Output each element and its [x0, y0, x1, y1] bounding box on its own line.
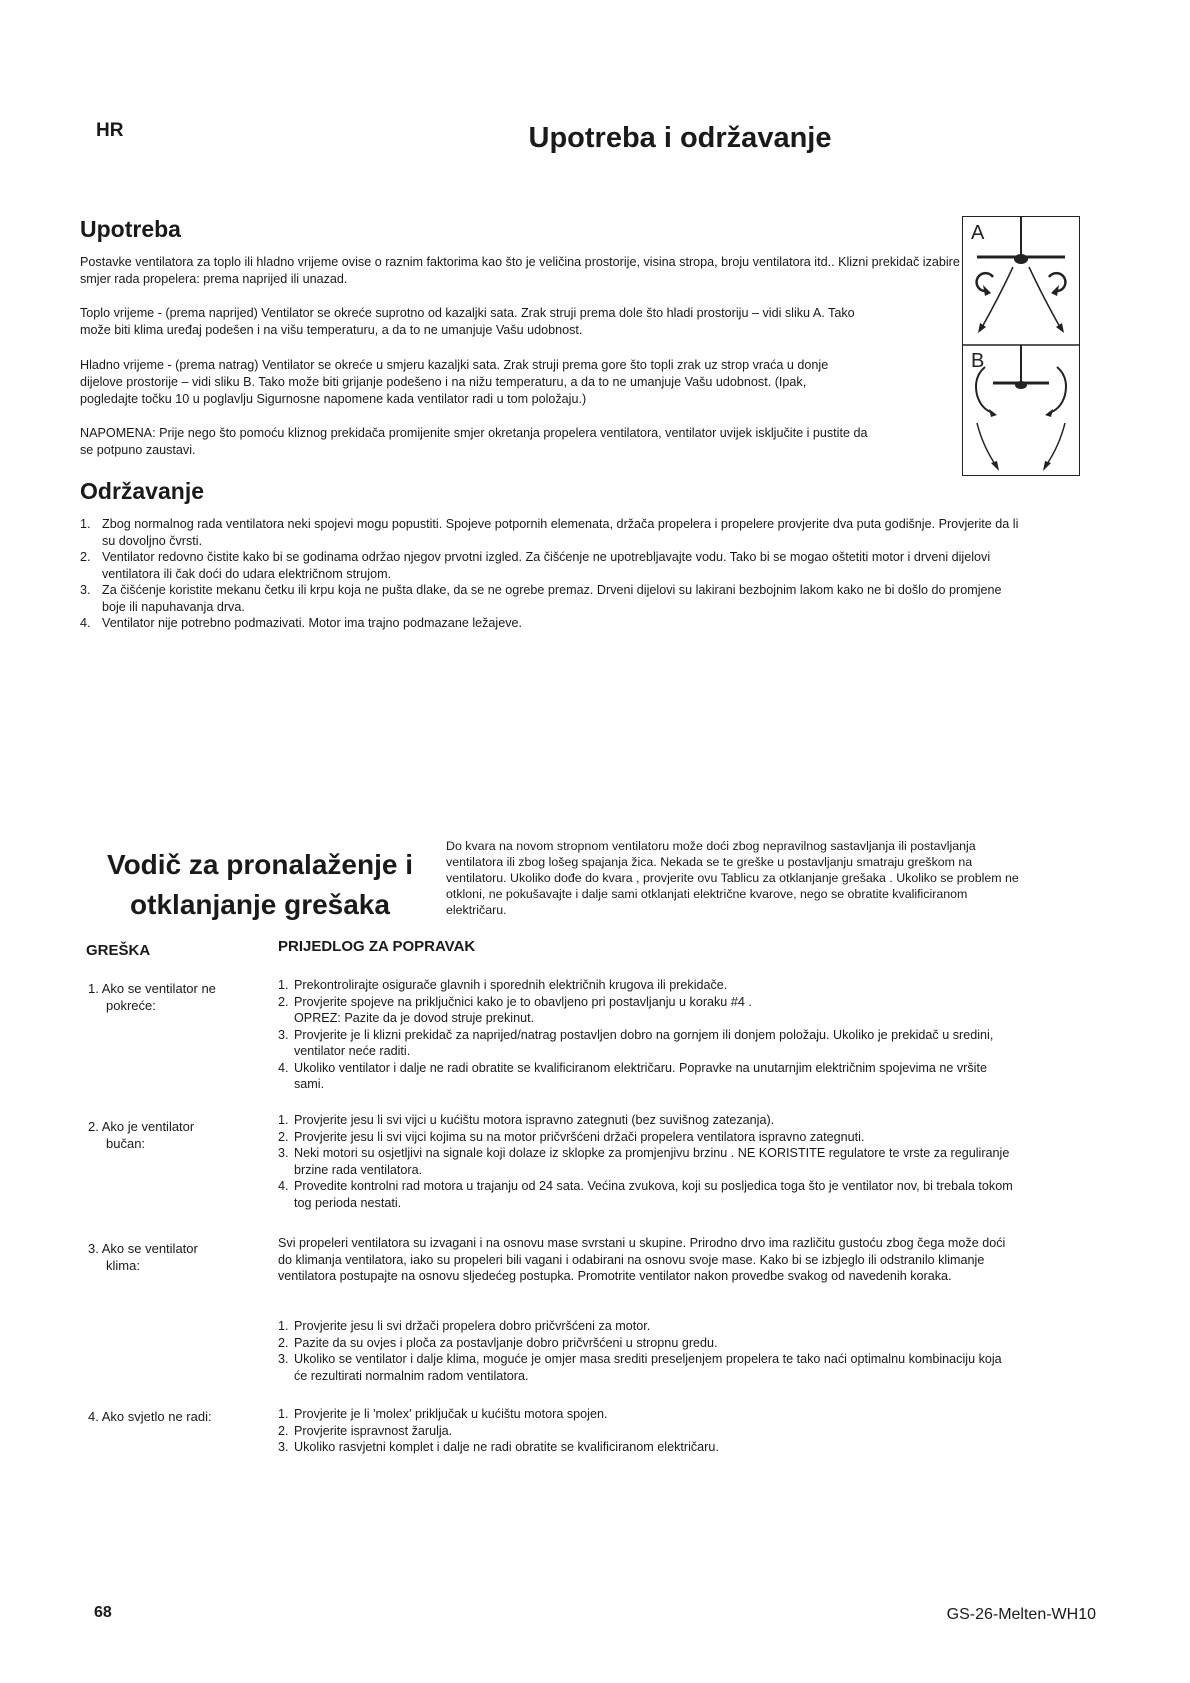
- list-item: 3. Provjerite je li klizni prekidač za naprijed/natrag postavljen dobro na gornjem ili donjem položaju. Ukoliko je prekidač u sredini, ventilator neće raditi.: [278, 1027, 994, 1058]
- list-item: 1. Provjerite jesu li svi držači propelera dobro pričvršćeni za motor.: [278, 1319, 651, 1333]
- page-number: 68: [94, 1604, 112, 1621]
- fault-3-intro: Svi propeleri ventilatora su izvagani i na osnovu mase svrstani u skupine. Prirodno drvo ima različitu gustoću zbog čega može doći do klimanja ventilatora, iako su propeleri bili vagani i odabirani na osnovu svoje mase. Kako bi se izbjeglo ili odstranilo klimanje ventilatora postupajte na osnovu sljedećeg postupka. Promotrite ventilator nakon provedbe svakog od navedenih koraka.: [278, 1236, 1006, 1283]
- list-item: 1. Provjerite je li 'molex' priključak u kućištu motora spojen.: [278, 1407, 608, 1421]
- language-code: HR: [96, 120, 124, 141]
- fault-1: 1. Ako se ventilator ne pokreće:: [88, 981, 216, 1013]
- list-item: 1. Zbog normalnog rada ventilatora neki spojevi mogu popustiti. Spojeve potpornih elemenata, držača propelera i propelere provjerite dva puta godišnje. Provjerite da li su dovoljno čvrsti.: [80, 517, 1019, 548]
- guide-title: Vodič za pronalaženje i otklanjanje grešaka: [106, 849, 413, 920]
- list-item: 2. Ventilator redovno čistite kako bi se godinama održao njegov prvotni izgled. Za čišćenje ne upotrebljavajte vodu. Tako bi se mogao oštetiti motor i drveni dijelovi ventilatora ili čak doći do udara električnom strujom.: [80, 550, 991, 581]
- figure-label-a: A: [971, 222, 985, 244]
- fix-list-4: [278, 1406, 1018, 1456]
- maintenance-list: [80, 516, 1020, 632]
- list-item: 4. Provedite kontrolni rad motora u trajanju od 24 sata. Većina zvukova, koji su posljedica toga što je ventilator nov, bi trebala tokom tog perioda nestati.: [278, 1179, 1013, 1210]
- usage-heading: Upotreba: [80, 216, 181, 242]
- usage-note: NAPOMENA: Prije nego što pomoću kliznog prekidača promijenite smjer okretanja propelera ventilatora, ventilator uvijek isključite i pustite da se potpuno zaustavi.: [80, 426, 868, 457]
- fault-2: 2. Ako je ventilator bučan:: [88, 1119, 195, 1151]
- list-item: 1. Prekontrolirajte osigurače glavnih i sporednih električnih krugova ili prekidače.: [278, 978, 728, 992]
- list-item: 1. Provjerite jesu li svi vijci u kućištu motora ispravno zategnuti (bez suvišnog zatezanja).: [278, 1113, 775, 1127]
- fan-direction-figure: [962, 216, 1080, 476]
- fault-4: 4. Ako svjetlo ne radi:: [88, 1409, 212, 1424]
- column-header-fix: PRIJEDLOG ZA POPRAVAK: [278, 938, 476, 955]
- list-item: 3. Za čišćenje koristite mekanu četku ili krpu koja ne pušta dlake, da se ne ogrebe premaz. Drveni dijelovi su lakirani bezbojnim lakom kako ne bi došlo do promjene boje ili napuhavanja drva.: [80, 583, 1002, 614]
- fan-direction-diagram: [963, 217, 1079, 475]
- list-item: 2. Provjerite ispravnost žarulja.: [278, 1423, 453, 1438]
- page-title: Upotreba i održavanje: [528, 122, 832, 154]
- list-item: 3. Ukoliko rasvjetni komplet i dalje ne radi obratite se kvalificiranom električaru.: [278, 1440, 719, 1454]
- fix-list-1: [278, 977, 1018, 1093]
- caution-note: OPREZ: Pazite da je dovod struje prekinut.: [294, 1011, 535, 1025]
- model-code: GS-26-Melten-WH10: [946, 1606, 1096, 1623]
- maintenance-heading: Održavanje: [80, 478, 204, 504]
- fix-list-2: [278, 1112, 1018, 1211]
- fix-list-3: [278, 1318, 1018, 1384]
- figure-label-b: B: [971, 350, 985, 372]
- list-item: 4. Ventilator nije potrebno podmazivati. Motor ima trajno podmazane ležajeve.: [80, 616, 523, 630]
- usage-intro: Postavke ventilatora za toplo ili hladno vrijeme ovise o raznim faktorima kao što je veličina prostorije, visina stropa, broju ventilatora itd.. Klizni prekidač izabire smjer rada propelera: prema naprijed ili unazad.: [80, 255, 960, 286]
- list-item: 2. Provjerite spojeve na priključnici kako je to obavljeno pri postavljanju u koraku #4 .: [278, 994, 752, 1009]
- list-item: 2. Pazite da su ovjes i ploča za postavljanje dobro pričvršćeni u stropnu gredu.: [278, 1335, 718, 1350]
- column-header-fault: GREŠKA: [86, 942, 151, 959]
- list-item: 2. Provjerite jesu li svi vijci kojima su na motor pričvršćeni držači propelera ventilatora ispravno zategnuti.: [278, 1129, 865, 1144]
- list-item: 4. Ukoliko ventilator i dalje ne radi obratite se kvalificiranom električaru. Popravke na unutarnjim električnim spojevima ne vršite sami.: [278, 1060, 987, 1091]
- list-item: 3. Neki motori su osjetljivi na signale koji dolaze iz sklopke za promjenjivu brzinu . NE KORISTITE regulatore te vrste za reguliranje brzine rada ventilatora.: [278, 1146, 1010, 1177]
- usage-cold: Hladno vrijeme - (prema natrag) Ventilator se okreće u smjeru kazaljki sata. Zrak struji prema gore što topli zrak uz strop vraća u donje dijelove prostorije – vidi sliku B. Tako može biti grijanje podešeno i na nižu temperaturu, a da to ne umanjuje Vašu udobnost. (Ipak, pogledajte točku 10 u poglavlju Sigurnosne napomene kada ventilator radi u tom položaju.): [80, 358, 829, 406]
- list-item: 3. Ukoliko se ventilator i dalje klima, moguće je omjer masa srediti preseljenjem propelera te tako naći optimalnu kombinaciju koja će rezultirati normalnim radom ventilatora.: [278, 1352, 1002, 1383]
- guide-intro: Do kvara na novom stropnom ventilatoru može doći zbog nepravilnog sastavljanja ili postavljanja ventilatora ili zbog lošeg spajanja žica. Nekada se te greške u postavljanju smatraju greškom na ventilatoru. Ukoliko dođe do kvara , provjerite ovu Tablicu za otklanjanje grešaka . Ukoliko se problem ne otkloni, ne pokušavajte i dalje sami otklanjati električne kvarove, nego se obratite kvalificiranom električaru.: [446, 839, 1019, 917]
- usage-warm: Toplo vrijeme - (prema naprijed) Ventilator se okreće suprotno od kazaljki sata. Zrak struji prema dole što hladi prostoriju – vidi sliku A. Tako može biti klima uređaj podešen i na višu temperaturu, a da to ne umanjuje Vašu udobnost.: [80, 306, 855, 337]
- fault-3: 3. Ako se ventilator klima:: [88, 1241, 198, 1273]
